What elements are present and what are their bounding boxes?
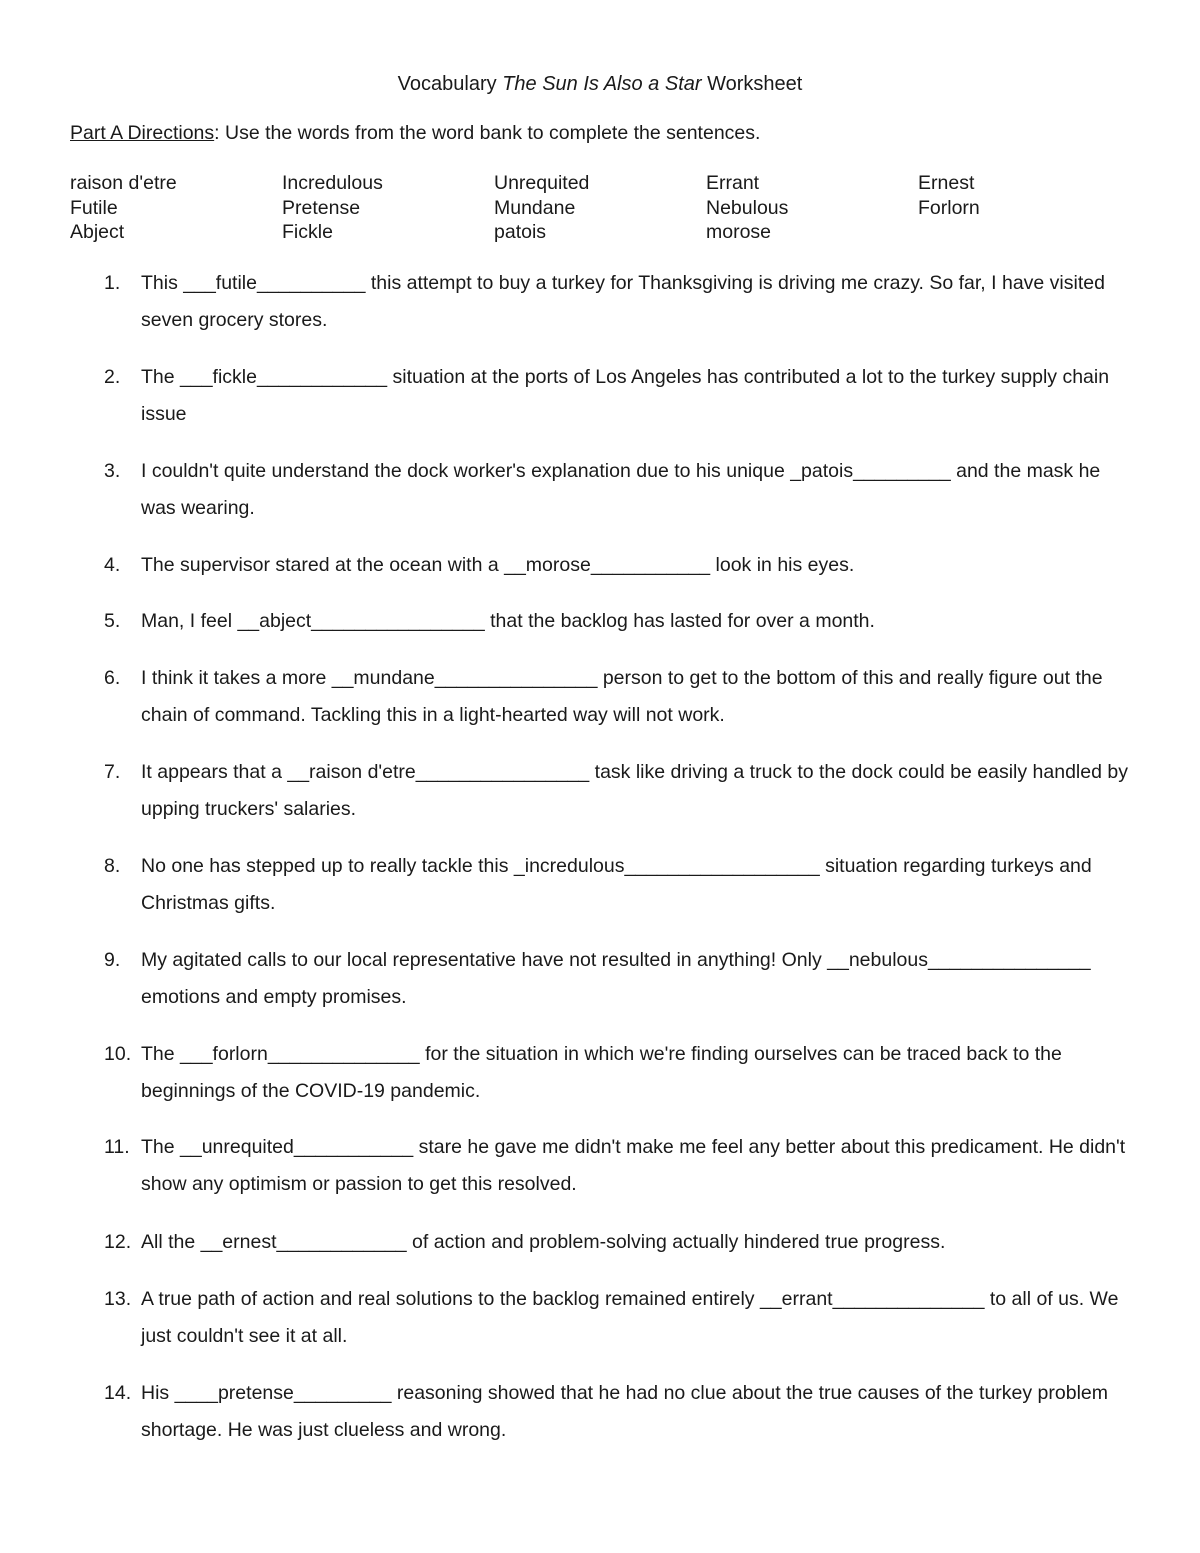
question-number: 14.	[104, 1382, 132, 1404]
question-number: 2.	[104, 366, 121, 388]
question-number: 9.	[104, 949, 121, 971]
question-text: All the __ernest____________ of action and problem-solving actually hindered true progress.	[141, 1231, 946, 1253]
question-text: A true path of action and real solutions to the backlog remained entirely __errant______________ to all of us. We just couldn't see it at all.	[141, 1288, 1119, 1347]
question-number: 10.	[104, 1043, 132, 1065]
question-number: 8.	[104, 855, 121, 877]
question-text: My agitated calls to our local representative have not resulted in anything! Only __nebulous_______________ emotions and empty promises.	[141, 949, 1091, 1008]
word-bank-item: Futile	[70, 196, 118, 219]
question-text: The __unrequited___________ stare he gave me didn't make me feel any better about this predicament. He didn't show any optimism or passion to get this resolved.	[141, 1136, 1126, 1195]
question-text: The ___forlorn______________ for the situation in which we're finding ourselves can be traced back to the beginnings of the COVID-19 pandemic.	[141, 1043, 1062, 1102]
question-text: Man, I feel __abject________________ that the backlog has lasted for over a month.	[141, 610, 875, 632]
directions-text: : Use the words from the word bank to complete the sentences.	[214, 122, 761, 144]
question-text: I couldn't quite understand the dock worker's explanation due to his unique _patois_________ and the mask he was wearing.	[141, 460, 1101, 519]
question-text: No one has stepped up to really tackle this _incredulous__________________ situation regarding turkeys and Christmas gifts.	[141, 855, 1092, 914]
word-bank-item: Errant	[706, 172, 760, 194]
word-bank-item: Pretense	[282, 196, 361, 219]
title-prefix: Vocabulary	[397, 73, 503, 95]
question-number: 13.	[104, 1288, 132, 1310]
title-book: The Sun Is Also a Star	[502, 73, 702, 95]
worksheet-title	[0, 71, 1200, 97]
title-suffix: Worksheet	[701, 73, 803, 95]
question-number: 6.	[104, 667, 121, 689]
question-number: 11.	[104, 1136, 130, 1158]
question-text: His ____pretense_________ reasoning showed that he had no clue about the true causes of the turkey problem shortage. He was just clueless and wrong.	[141, 1382, 1109, 1441]
question-text: The supervisor stared at the ocean with a __morose___________ look in his eyes.	[141, 554, 855, 576]
word-bank-item: morose	[706, 221, 772, 243]
word-bank-item: Fickle	[282, 221, 333, 243]
word-bank-item: Abject	[70, 221, 125, 243]
word-bank-item: Incredulous	[282, 172, 383, 194]
word-bank-item: Unrequited	[494, 172, 590, 194]
question-text: I think it takes a more __mundane_______________ person to get to the bottom of this and really figure out the chain of command. Tackling this in a light-hearted way will not work.	[141, 667, 1103, 726]
part-a-directions	[70, 120, 760, 146]
question-number: 7.	[104, 761, 121, 783]
question-number: 3.	[104, 460, 121, 482]
question-text: The ___fickle____________ situation at the ports of Los Angeles has contributed a lot to the turkey supply chain issue	[141, 366, 1110, 425]
word-bank-item: patois	[494, 221, 547, 243]
question-number: 1.	[104, 272, 121, 294]
word-bank-item: raison d'etre	[70, 172, 177, 194]
question-number: 5.	[104, 610, 121, 632]
word-bank	[70, 171, 1130, 245]
directions-label: Part A Directions	[70, 122, 215, 144]
question-text: It appears that a __raison d'etre________________ task like driving a truck to the dock could be easily handled by upping truckers' salaries.	[141, 761, 1128, 820]
word-bank-item: Nebulous	[706, 196, 789, 219]
word-bank-item: Ernest	[918, 172, 975, 194]
question-number: 4.	[104, 554, 121, 576]
word-bank-item: Forlorn	[918, 196, 980, 219]
question-text: This ___futile__________ this attempt to buy a turkey for Thanksgiving is driving me crazy. So far, I have visited seven grocery stores.	[141, 272, 1105, 331]
question-number: 12.	[104, 1231, 132, 1253]
word-bank-item: Mundane	[494, 196, 576, 219]
word-bank-item	[918, 220, 1130, 245]
